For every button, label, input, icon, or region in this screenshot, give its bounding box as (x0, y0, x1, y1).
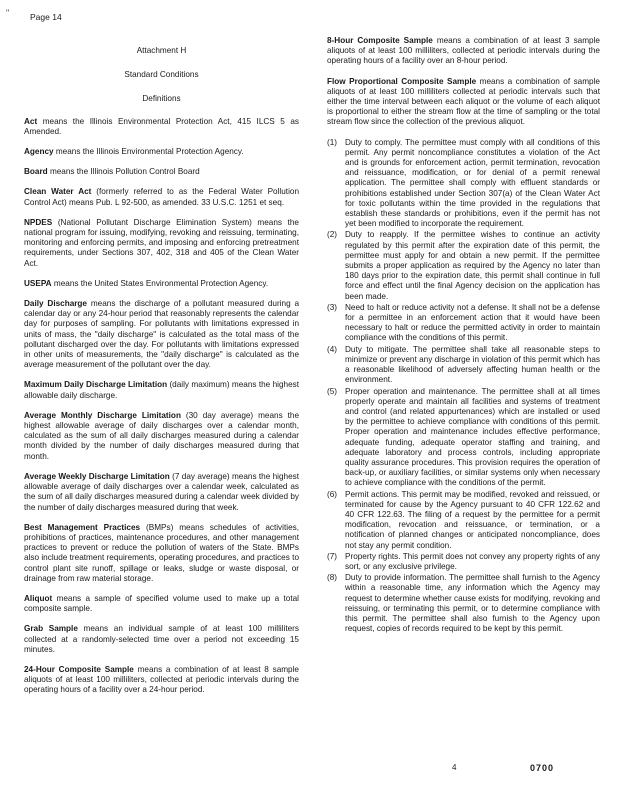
page-label: Page 14 (30, 12, 62, 22)
definition-text: means a combination of sample aliquots of at least 100 milliliters collected at periodic intervals such that either the time interval between each aliquot or the volume of each aliquot is proportional to either the stream flow at the time of sampling or the total stream flow since the collection of the previous aliquot. (327, 76, 600, 127)
definition-term: Best Management Practices (24, 522, 141, 532)
condition-number: (1) (327, 137, 338, 147)
definition-text: means the Illinois Environmental Protection Agency. (55, 147, 244, 157)
definition-paragraph (24, 279, 299, 289)
condition-item (327, 303, 600, 344)
definition-text: means a sample of specified volume used to make up a total composite sample. (24, 593, 299, 614)
condition-text: It shall not be a defense for a permittee in an enforcement action that it would have been necessary to halt or reduce the permitted activity in order to maintain compliance with the conditions of this permit. (345, 302, 600, 343)
definition-text: (daily maximum) means the highest allowable daily discharge. (24, 380, 299, 400)
condition-title: Duty to comply. (345, 137, 403, 147)
definition-paragraph (327, 77, 600, 128)
definition-paragraph (24, 624, 299, 655)
definition-paragraph (24, 117, 299, 137)
condition-title: Property rights. (345, 551, 401, 561)
definition-text: means a combination of at least 8 sample aliquots of at least 100 milliliters, collected at periodic intervals during the operating hours of a facility over a 24-hour period. (24, 664, 299, 695)
condition-title: Need to halt or reduce activity not a defense. (345, 302, 510, 312)
definition-term: NPDES (24, 217, 53, 227)
definition-text: (BMPs) means schedules of activities, prohibitions of practices, maintenance procedures, and other management practices to prevent or reduce the pollution of waters of the State. BMPs also include treatment requirements, operating procedures, and practices to control plant site runoff, spillage or leaks, sludge or waste disposal, or drainage from raw material storage. (24, 522, 299, 583)
definition-term: Daily Discharge (24, 299, 87, 309)
condition-title: Duty to reapply. (345, 230, 409, 240)
definition-term: Average Monthly Discharge Limitation (24, 410, 181, 420)
definition-term: Aliquot (24, 593, 53, 603)
corner-mark: " (6, 8, 10, 18)
standard-conditions-list (327, 138, 600, 635)
condition-item (327, 573, 600, 634)
definition-paragraph (24, 523, 299, 584)
definitions-list-left (24, 117, 299, 696)
definition-text: means the United States Environmental Protection Agency. (53, 278, 269, 288)
definition-text: means the Illinois Pollution Control Board (49, 167, 200, 177)
definition-text: means the Illinois Environmental Protection Act, 415 ILCS 5 as Amended. (24, 116, 299, 136)
condition-number: (3) (327, 302, 338, 312)
condition-number: (8) (327, 573, 338, 583)
condition-number: (2) (327, 230, 338, 240)
condition-item (327, 490, 600, 551)
definition-term: Average Weekly Discharge Limitation (24, 471, 170, 481)
definition-text: (7 day average) means the highest allowable average of daily discharges over a calendar week, calculated as the sum of all daily discharges measured during a calendar week divided by the number of daily discharges measured during that week. (24, 471, 300, 512)
condition-number: (4) (327, 344, 338, 354)
condition-title: Permit actions. (345, 489, 400, 499)
definition-paragraph (24, 411, 299, 462)
definition-term: 24-Hour Composite Sample (24, 664, 134, 674)
left-column (24, 34, 299, 706)
definition-text: means the discharge of a pollutant measured during a calendar day or any 24-hour period that reasonably represents the calendar day for purposes of sampling. For pollutants with limitations expressed in units of mass, the "daily discharge" is calculated as the total mass of the pollutant discharged over the day. For pollutants with limitations expressed in other units of measurements, the "daily discharge" is calculated as the average measurement of the pollutant over the day. (24, 299, 300, 370)
definition-paragraph (24, 380, 299, 400)
definitions-list-right (327, 36, 600, 128)
footer-page-number: 4 (452, 763, 457, 772)
definition-paragraph (24, 299, 299, 370)
condition-item (327, 387, 600, 489)
definition-term: Grab Sample (24, 624, 78, 634)
condition-text: The permittee must comply with all conditions of this permit. Any permit noncompliance constitutes a violation of the Act and is grounds for enforcement action, permit termination, revocation and reissuance, modification, or for denial of a permit renewal application. The permittee shall comply with effluent standards or prohibitions established under Section 307(a) of the Clean Water Act for toxic pollutants within the time provided in the regulations that establish these standards or prohibitions, even if the permit has not yet been modified to incorporate the requirement. (345, 137, 600, 229)
condition-number: (6) (327, 489, 338, 499)
definition-text: (National Pollutant Discharge Elimination System) means the national program for issuing, modifying, revoking and reissuing, terminating, monitoring and enforcing permits, and imposing and enforcing pretreatment requirements, under Sections 307, 402, 318 and 405 of the Clean Water Act. (24, 217, 299, 268)
definition-term: Board (24, 167, 48, 177)
condition-title: Duty to provide information. (345, 573, 447, 583)
condition-title: Duty to mitigate. (345, 344, 409, 354)
definitions-heading: Definitions (142, 94, 181, 104)
footer-code: 0700 (530, 763, 555, 773)
right-column (327, 36, 600, 635)
definition-text: (formerly referred to as the Federal Water Pollution Control Act) means Pub. L 92-500, as amended. 33 U.S.C. 1251 et seq. (24, 187, 299, 207)
definition-term: 8-Hour Composite Sample (327, 36, 433, 45)
condition-number: (7) (327, 551, 338, 561)
condition-item (327, 138, 600, 230)
condition-title: Proper operation and maintenance. (345, 386, 478, 396)
condition-number: (5) (327, 386, 338, 396)
attachment-heading: Attachment H (136, 46, 187, 55)
definition-term: Clean Water Act (24, 187, 92, 197)
condition-text: The permittee shall at all times properly operate and maintain all facilities and systems of treatment and control (and related appurtenances) which are installed or used by the permittee to achieve compliance with conditions of this permit. Proper operation and maintenance includes effective performance, adequate funding, adequate operator staffing and training, and adequate laboratory and process controls, including appropriate quality assurance procedures. This provision requires the operation of back-up, or auxiliary facilities, or similar systems only when necessary to achieve compliance with the conditions of the permit. (345, 386, 600, 488)
condition-text: The permittee shall furnish to the Agency within a reasonable time, any information which the Agency may request to determine whether cause exists for modifying, revoking and reissuing, or terminating this permit, or to determine compliance with this permit. The permittee shall also furnish to the Agency upon request, copies of records required to be kept by this permit. (345, 573, 600, 634)
definition-paragraph (327, 36, 600, 67)
definition-term: USEPA (24, 278, 52, 288)
definition-paragraph (24, 167, 299, 177)
definition-text: means a combination of at least 3 sample aliquots of at least 100 milliliters, collected at periodic intervals during the operating hours of a facility over an 8-hour period. (327, 36, 600, 66)
standard-conditions-heading: Standard Conditions (124, 70, 199, 80)
definition-paragraph (24, 472, 299, 513)
definition-paragraph (24, 218, 299, 269)
condition-item (327, 230, 600, 301)
definition-term: Act (24, 116, 38, 126)
condition-text: This permit does not convey any property rights of any sort, or any exclusive privilege. (345, 551, 600, 571)
definition-text: means an individual sample of at least 100 milliliters collected at a randomly-selected time over a period not exceeding 15 minutes. (24, 624, 299, 654)
definition-term: Flow Proportional Composite Sample (327, 76, 477, 86)
definition-term: Maximum Daily Discharge Limitation (24, 380, 168, 390)
definition-term: Agency (24, 147, 54, 157)
definition-paragraph (24, 665, 299, 696)
definition-paragraph (24, 147, 299, 157)
definition-paragraph (24, 594, 299, 614)
condition-text: This permit may be modified, revoked and reissued, or terminated for cause by the Agency pursuant to 40 CFR 122.62 and 40 CFR 122.63. The filing of a request by the permittee for a permit modification, revocation and reissuance, or termination, or a notification of planned changes or anticipated noncompliance, does not stay any permit condition. (345, 489, 600, 550)
definition-text: (30 day average) means the highest allowable average of daily discharges over a calendar month, calculated as the sum of all daily discharges measured during a calendar month divided by the number of daily discharges measured during that month. (24, 410, 300, 461)
definition-paragraph (24, 187, 299, 207)
condition-item (327, 552, 600, 572)
condition-item (327, 345, 600, 386)
condition-text: If the permittee wishes to continue an activity regulated by this permit after the expiration date of this permit, the permittee must apply for and obtain a new permit. If the permittee submits a proper application as required by the Agency no later than 180 days prior to the expiration date, this permit shall continue in full force and effect until the final Agency decision on the application has been made. (345, 230, 600, 301)
condition-text: The permittee shall take all reasonable steps to minimize or prevent any discharge in violation of this permit which has a reasonable likelihood of adversely affecting human health or the environment. (345, 344, 601, 385)
